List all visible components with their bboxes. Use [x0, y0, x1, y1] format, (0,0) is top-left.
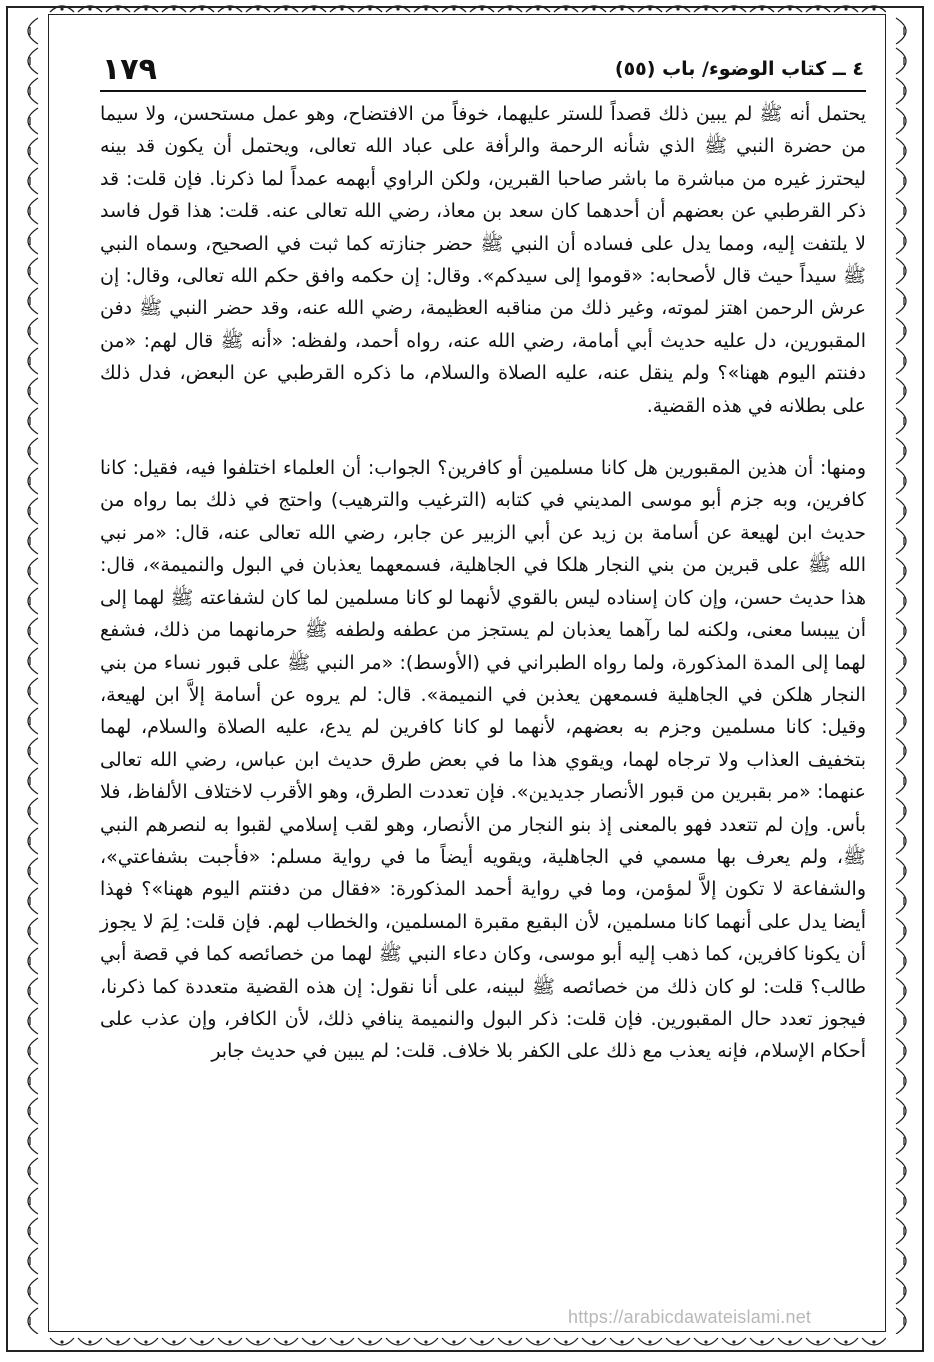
page-number: ١٧٩: [102, 52, 157, 87]
running-head: ٤ ــ كتاب الوضوء/ باب (٥٥): [614, 58, 864, 80]
main-text: [100, 98, 866, 1068]
ornament-band-right: [886, 16, 926, 1334]
paragraph-1: يحتمل أنه ﷺ لم يبين ذلك قصداً للستر عليهما، خوفاً من الافتضاح، وهو عمل مستحسن، ولا سيما من حضرة النبي ﷺ الذي شأنه الرحمة والرأفة على عباد الله تعالى، ويحتمل أن يكون قد بينه ليحترز غيره من مباشرة ما باشر صاحبا القبرين، ولكن الراوي أبهمه عمداً لما ذكرنا. فإن قلت: قد ذكر القرطبي عن بعضهم أن أحدهما كان سعد بن معاذ، رضي الله تعالى عنه. قلت: هذا قول فاسد لا يلتفت إليه، ومما يدل على فساده أن النبي ﷺ حضر جنازته كما ثبت في الصحيح، وسماه النبي ﷺ سيداً حيث قال لأصحابه: «قوموا إلى سيدكم». وقال: إن حكمه وافق حكم الله تعالى، وقال: إن عرش الرحمن اهتز لموته، وغير ذلك من مناقبه العظيمة، رضي الله عنه، وقد حضر النبي ﷺ دفن المقبورين، دل عليه حديث أبي أمامة، رضي الله عنه، رواه أحمد، ولفظه: «أنه ﷺ قال لهم: «من دفنتم اليوم ههنا»؟ ولم ينقل عنه، عليه الصلاة والسلام، ما ذكره القرطبي عن البعض، فدل ذلك على بطلانه في هذه القضية.: [100, 103, 866, 417]
page-header: [100, 52, 866, 92]
ornament-band-bottom: [48, 1334, 886, 1352]
paragraph-gap: [100, 422, 866, 452]
paragraph-2: ومنها: أن هذين المقبورين هل كانا مسلمين أو كافرين؟ الجواب: أن العلماء اختلفوا فيه، فقيل: كانا كافرين، وبه جزم أبو موسى المديني في كتابه (الترغيب والترهيب) واحتج في ذلك بما رواه من حديث ابن لهيعة عن أسامة بن زيد عن أبي الزبير عن جابر، رضي الله تعالى عنه، قال: «مر نبي الله ﷺ على قبرين من بني النجار هلكا في الجاهلية، فسمعهما يعذبان في البول والنميمة»، قال: هذا حديث حسن، وإن كان إسناده ليس بالقوي لأنهما لو كانا مسلمين لما كان لشفاعته ﷺ لهما إلى أن ييبسا معنى، ولكنه لما رآهما يعذبان لم يستجز من عطفه ولطفه ﷺ حرمانهما من ذلك، فشفع لهما إلى المدة المذكورة، ولما رواه الطبراني في (الأوسط): «مر النبي ﷺ على قبور نساء من بني النجار هلكن في الجاهلية فسمعهن يعذبن في النميمة». قال: لم يروه عن أسامة إلاَّ ابن لهيعة، وقيل: كانا مسلمين وجزم به بعضهم، لأنهما لو كانا كافرين لم يدع، عليه الصلاة والسلام، لهما بتخفيف العذاب ولا ترجاه لهما، ويقوي هذا ما في بعض طرق حديث ابن عباس، رضي الله تعالى عنهما: «مر بقبرين من قبور الأنصار جديدين». فإن تعددت الطرق، وهو الأقرب لاختلاف الألفاظ، فلا بأس. وإن لم تتعدد فهو بالمعنى إذ بنو النجار من الأنصار، وهو لقب إسلامي لقبوا به لنصرهم النبي ﷺ، ولم يعرف بها مسمي في الجاهلية، ويقويه أيضاً ما في رواية مسلم: «فأجبت بشفاعتي»، والشفاعة لا تكون إلاَّ لمؤمن، وما في رواية أحمد المذكورة: «فقال من دفنتم اليوم ههنا»؟ فهذا أيضا يدل على أنهما كانا مسلمين، لأن البقيع مقبرة المسلمين، والخطاب لهم. فإن قلت: لِمَ لا يجوز أن يكونا كافرين، كما ذهب إليه أبو موسى، وكان دعاء النبي ﷺ لهما من خصائصه كما في قصة أبي طالب؟ قلت: لو كان ذلك من خصائصه ﷺ لبينه، على أنا نقول: إن هذه القضية متعددة كما ذكرنا، فيجوز تعدد حال المقبورين. فإن قلت: ذكر البول والنميمة ينافي ذلك، لأن الكافر، وإن عذب على أحكام الإسلام، فإنه يعذب مع ذلك على الكفر بلا خلاف. قلت: لم يبين في حديث جابر: [100, 457, 866, 1063]
watermark-url: https://arabicdawateislami.net: [568, 1307, 812, 1327]
ornament-band-left: [8, 16, 48, 1334]
